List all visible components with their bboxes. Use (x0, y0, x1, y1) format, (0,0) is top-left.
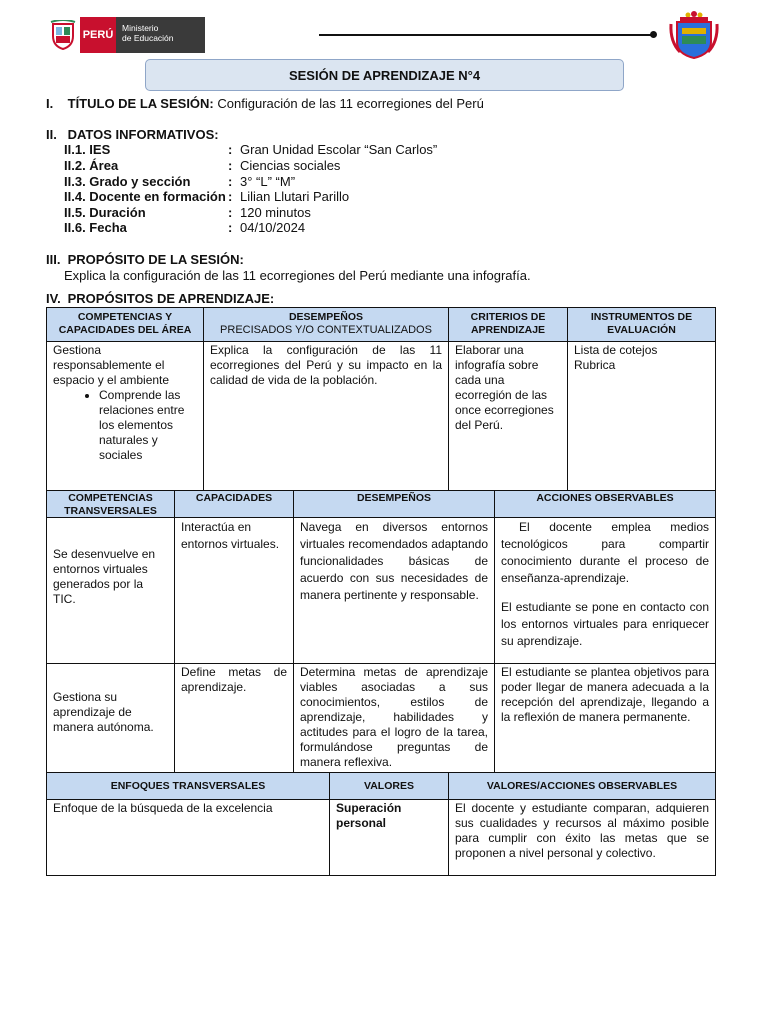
header-competencias-transversales (47, 491, 175, 518)
info-label: II.2. Área (64, 158, 119, 173)
info-colon: : (228, 142, 233, 157)
info-row-fecha (64, 220, 305, 236)
header-valores-acciones: VALORES/ACCIONES OBSERVABLES (449, 773, 716, 800)
info-value: Gran Unidad Escolar “San Carlos” (240, 142, 438, 157)
school-seal-icon (668, 8, 720, 60)
info-value: 120 minutos (240, 205, 311, 220)
desempeno-text: Explica la configuración de las 11 ecorregiones del Perú y su impacto en la calidad de vida de la población. (210, 343, 442, 387)
header-line: APRENDIZAJE (470, 323, 546, 336)
header-line: CAPACIDADES DEL ÁREA (58, 323, 192, 336)
info-row-ies (64, 142, 437, 158)
header-line: COMPETENCIAS Y (77, 311, 173, 323)
info-row-docente (64, 189, 349, 205)
capacidad-text: Define metas de aprendizaje. (181, 665, 287, 694)
coat-of-arms-icon (46, 17, 80, 53)
cell-capacidad (175, 518, 294, 664)
cell-valor (330, 800, 449, 876)
section-2-heading (46, 127, 219, 143)
section-3-num: III. (46, 252, 61, 267)
section-2-label: DATOS INFORMATIVOS: (67, 127, 219, 142)
criterio-text: Elaborar una infografía sobre cada una ecorregión de las once ecorregiones del Perú. (455, 343, 554, 432)
cell-competencia (47, 342, 204, 491)
section-3-label: PROPÓSITO DE LA SESIÓN: (67, 252, 244, 267)
cell-competencia (47, 664, 175, 773)
header-line: DESEMPEÑOS (356, 492, 432, 504)
header-line: PRECISADOS Y/O CONTEXTUALIZADOS (220, 323, 432, 336)
cell-accion (449, 800, 716, 876)
enfoque-text: Enfoque de la búsqueda de la excelencia (53, 801, 273, 815)
header-desempenos (204, 308, 449, 342)
ministry-line-2: de Educación (122, 33, 174, 43)
ministry-logo (46, 17, 205, 53)
accion-text: El estudiante se pone en contacto con los entornos virtuales para enriquecer su aprendizaje. (501, 600, 709, 648)
header-line: EVALUACIÓN (607, 323, 676, 336)
transversal-competencies-table (46, 490, 716, 773)
info-colon: : (228, 174, 233, 189)
info-value: Lilian Llutari Parillo (240, 189, 350, 204)
competencia-text: Gestiona responsablemente el espacio y el ambiente (53, 343, 170, 387)
info-value: 04/10/2024 (240, 220, 306, 235)
table-header-row (47, 773, 716, 800)
header-capacidades (175, 491, 294, 518)
capacidad-text: Interactúa en entornos virtuales. (181, 520, 280, 551)
accion-text: El docente emplea medios tecnológicos para compartir conocimiento durante el proceso de enseñanza-aprendizaje. (501, 520, 709, 585)
header-line: ACCIONES OBSERVABLES (536, 492, 674, 504)
accion-text: El docente y estudiante comparan, adquieren sus cualidades y recursos al máximo posible para cumplir con éxito las metas que se proponen a nivel personal y colectivo. (455, 801, 709, 860)
header-criterios (449, 308, 568, 342)
section-4-heading (46, 291, 274, 307)
header-line: CAPACIDADES (195, 492, 273, 504)
capacidad-bullet: • Comprende las relaciones entre los elementos naturales y sociales (99, 388, 197, 463)
cell-desempeno (294, 664, 495, 773)
cell-desempeno (294, 518, 495, 664)
ministry-line-1: Ministerio (122, 23, 159, 33)
accion-text: El estudiante se plantea objetivos para poder llegar de manera adecuada a la recepción del aprendizaje, llegando a la reflexión de manera permanente. (501, 665, 709, 724)
cell-competencia (47, 518, 175, 664)
info-label: II.3. Grado y sección (64, 174, 191, 189)
info-value: 3° “L” “M” (240, 174, 296, 189)
section-2-num: II. (46, 127, 57, 142)
competencia-text: Gestiona su aprendizaje de manera autónoma. (53, 689, 154, 734)
header-line: COMPETENCIAS (68, 492, 153, 504)
desempeno-text: Determina metas de aprendizaje viables asociadas a sus conocimientos, estilos de aprendizaje, habilidades y actitudes para el logro de la tarea, formulándose preguntas de manera reflexiva. (300, 665, 488, 769)
section-4-num: IV. (46, 291, 61, 306)
ministry-name (116, 17, 205, 53)
header-rule-dot (650, 31, 657, 38)
table-row (47, 664, 716, 773)
cell-acciones (495, 664, 716, 773)
table-row (47, 342, 716, 491)
header-acciones (495, 491, 716, 518)
info-label: II.1. IES (64, 142, 111, 157)
info-colon: : (228, 205, 233, 220)
table-header-row (47, 308, 716, 342)
transversal-approaches-table (46, 772, 716, 876)
info-colon: : (228, 189, 233, 204)
header-enfoques: ENFOQUES TRANSVERSALES (47, 773, 330, 800)
valor-line: Superación (336, 801, 402, 815)
info-label: II.5. Duración (64, 205, 146, 220)
section-1-value: Configuración de las 11 ecorregiones del Perú (217, 96, 484, 111)
header-valores: VALORES (330, 773, 449, 800)
cell-acciones (495, 518, 716, 664)
header-competencias (47, 308, 204, 342)
section-4-label: PROPÓSITOS DE APRENDIZAJE: (67, 291, 275, 306)
section-1 (46, 96, 484, 112)
competencia-text: Se desenvuelve en entornos virtuales generados por la TIC. (53, 546, 156, 606)
section-1-num: I. (46, 96, 54, 111)
learning-purposes-table (46, 307, 716, 491)
peru-label: PERÚ (80, 17, 116, 53)
desempeno-text: Navega en diversos entornos virtuales recomendados adaptando funcionalidades básicas de acuerdo con sus necesidades de manera pertinente y responsable. (300, 520, 488, 602)
instrumento-2: Rubrica (574, 358, 616, 372)
info-colon: : (228, 158, 233, 173)
section-1-label: TÍTULO DE LA SESIÓN: (67, 96, 214, 111)
info-row-grado (64, 174, 295, 190)
info-label: II.6. Fecha (64, 220, 127, 235)
table-header-row (47, 491, 716, 518)
info-row-duracion (64, 205, 311, 221)
instrumento-1: Lista de cotejos (574, 343, 658, 357)
header-line: CRITERIOS DE (470, 311, 546, 323)
section-3-value: Explica la configuración de las 11 ecorregiones del Perú mediante una infografía. (64, 268, 531, 283)
info-label: II.4. Docente en formación (64, 189, 226, 204)
info-colon: : (228, 220, 233, 235)
table-row (47, 800, 716, 876)
header-desempenos (294, 491, 495, 518)
header-line: INSTRUMENTOS DE (590, 311, 693, 323)
header-rule (319, 34, 653, 36)
cell-instrumento (568, 342, 716, 491)
cell-capacidad (175, 664, 294, 773)
session-title: SESIÓN DE APRENDIZAJE N°4 (145, 59, 624, 91)
header-line: DESEMPEÑOS (288, 311, 364, 323)
valor-line: personal (336, 816, 387, 830)
cell-enfoque (47, 800, 330, 876)
table-row (47, 518, 716, 664)
info-row-area (64, 158, 340, 174)
section-3-heading (46, 252, 244, 268)
cell-criterio (449, 342, 568, 491)
cell-desempeno (204, 342, 449, 491)
info-value: Ciencias sociales (240, 158, 341, 173)
header-instrumentos (568, 308, 716, 342)
header-line: TRANSVERSALES (64, 504, 157, 517)
